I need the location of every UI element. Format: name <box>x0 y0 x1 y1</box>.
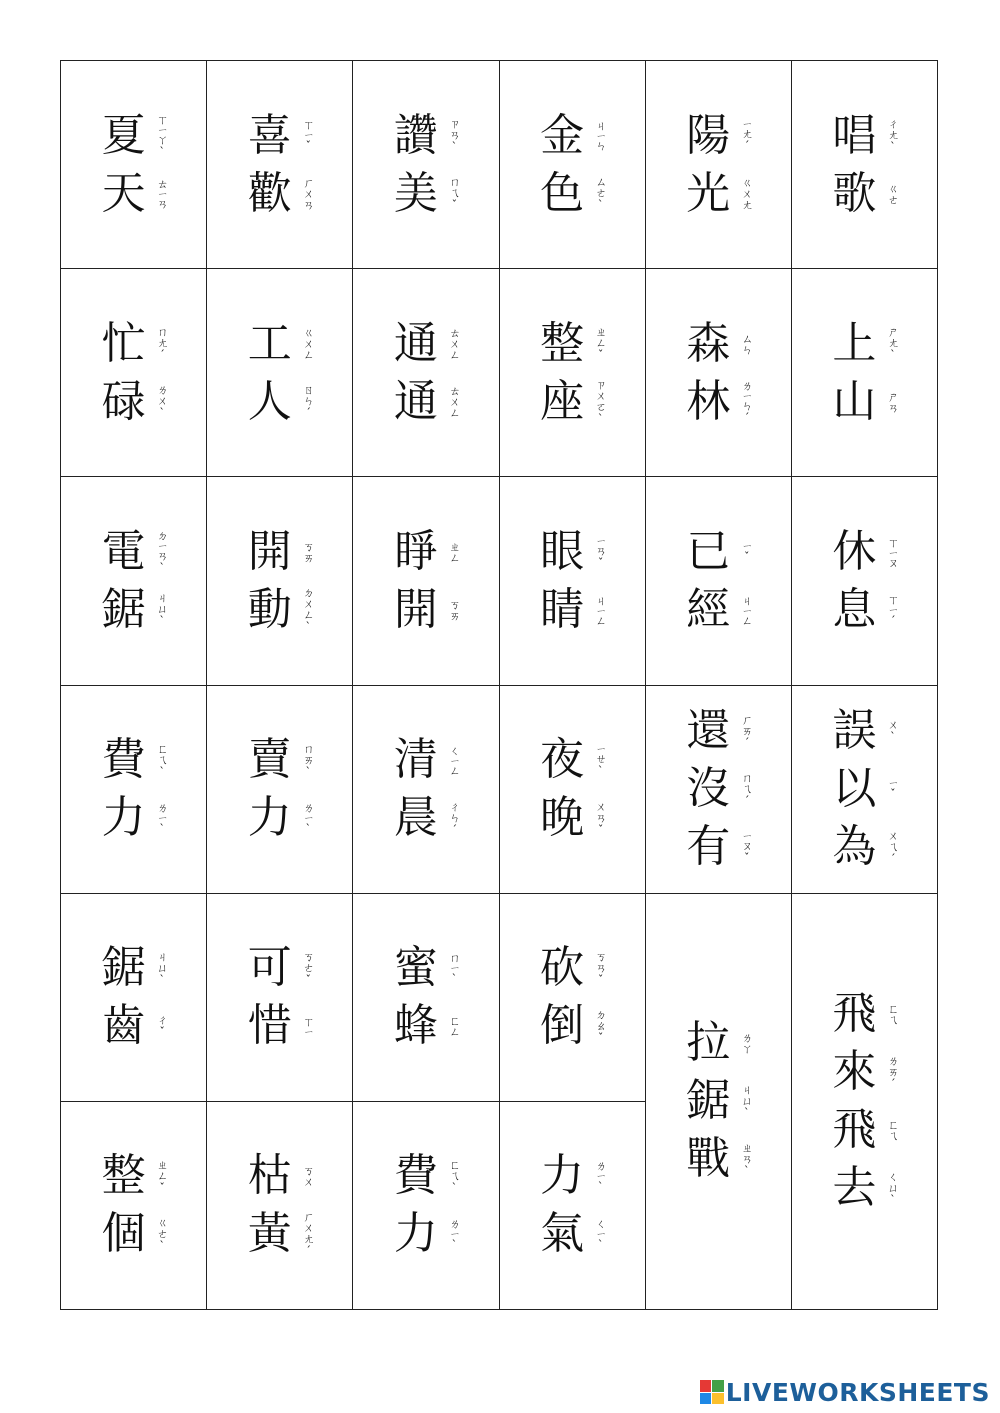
zhuyin-annotation: ㄓㄥ <box>447 540 461 563</box>
character-with-zhuyin <box>392 731 460 789</box>
brand-name: LIVEWORKSHEETS <box>725 1377 990 1407</box>
character-with-zhuyin <box>246 1147 314 1205</box>
character-with-zhuyin <box>392 523 460 581</box>
zhuyin-annotation: ㄇㄟˇ <box>447 176 461 212</box>
word-card-r2c1 <box>61 269 207 477</box>
zhuyin-annotation: ㄒㄧㄚˋ <box>155 113 169 158</box>
character-with-zhuyin <box>392 997 460 1055</box>
word-card-r6c1 <box>61 1102 207 1310</box>
character-with-zhuyin <box>246 997 314 1055</box>
zhuyin-annotation: ㄌㄧˋ <box>447 1218 461 1251</box>
zhuyin-annotation: ㄧㄡˇ <box>740 830 754 864</box>
zhuyin-annotation: ㄒㄧˇ <box>301 119 315 152</box>
zhuyin-annotation: ㄧㄢˇ <box>594 535 608 569</box>
character-with-zhuyin <box>538 1205 606 1263</box>
zhuyin-annotation: ㄍㄜˋ <box>155 1216 169 1252</box>
word-card-r6c3 <box>353 1102 499 1310</box>
character-with-zhuyin <box>392 581 460 639</box>
zhuyin-annotation: ㄕㄤˋ <box>886 326 900 362</box>
zhuyin-annotation: ㄐㄧㄣ <box>594 120 608 151</box>
character-with-zhuyin <box>246 107 314 165</box>
zhuyin-annotation: ㄈㄥ <box>447 1015 461 1038</box>
hanzi-character: 倒 <box>540 1000 585 1052</box>
zhuyin-annotation: ㄇㄟˊ <box>740 771 754 807</box>
word-card-r4c2 <box>207 686 353 894</box>
hanzi-character: 色 <box>540 167 585 219</box>
hanzi-character: 陽 <box>686 109 731 161</box>
hanzi-character: 美 <box>393 167 438 219</box>
hanzi-character: 喜 <box>247 109 292 161</box>
character-with-zhuyin <box>538 581 606 639</box>
vocabulary-word <box>684 702 752 876</box>
hanzi-character: 通 <box>393 375 438 427</box>
character-with-zhuyin <box>392 939 460 997</box>
zhuyin-annotation: ㄒㄧㄡ <box>886 536 900 568</box>
character-with-zhuyin <box>684 523 752 581</box>
hanzi-character: 費 <box>101 734 146 786</box>
word-card-r1c1 <box>61 61 207 269</box>
hanzi-character: 休 <box>832 525 877 577</box>
character-with-zhuyin <box>246 731 314 789</box>
zhuyin-annotation: ㄈㄟˋ <box>447 1158 461 1194</box>
zhuyin-annotation: ㄑㄩˋ <box>886 1170 900 1206</box>
character-with-zhuyin <box>684 1014 752 1072</box>
character-with-zhuyin <box>100 939 168 997</box>
zhuyin-annotation: ㄍㄨㄥ <box>301 327 315 361</box>
hanzi-character: 鋸 <box>101 583 146 635</box>
zhuyin-annotation: ㄎㄨ <box>301 1165 315 1188</box>
hanzi-character: 睜 <box>393 525 438 577</box>
character-with-zhuyin <box>100 997 168 1055</box>
hanzi-character: 森 <box>686 317 731 369</box>
word-card-r3c5 <box>646 477 792 685</box>
hanzi-character: 歌 <box>832 167 877 219</box>
hanzi-character: 力 <box>540 1150 585 1202</box>
character-with-zhuyin <box>538 373 606 431</box>
hanzi-character: 個 <box>101 1208 146 1260</box>
word-card-r3c4 <box>500 477 646 685</box>
character-with-zhuyin <box>392 107 460 165</box>
hanzi-character: 座 <box>540 375 585 427</box>
character-with-zhuyin <box>684 581 752 639</box>
zhuyin-annotation: ㄧˇ <box>886 778 900 800</box>
character-with-zhuyin <box>100 581 168 639</box>
vocabulary-word <box>538 939 606 1055</box>
hanzi-character: 來 <box>832 1046 877 1098</box>
zhuyin-annotation: ㄏㄞˊ <box>740 713 754 749</box>
hanzi-character: 蜂 <box>393 1000 438 1052</box>
word-card-r3c2 <box>207 477 353 685</box>
hanzi-character: 人 <box>247 375 292 427</box>
zhuyin-annotation: ㄌㄚ <box>740 1032 754 1055</box>
character-with-zhuyin <box>830 1159 898 1217</box>
zhuyin-annotation: ㄉㄧㄢˋ <box>155 530 169 574</box>
zhuyin-annotation: ㄌㄧㄣˊ <box>740 379 754 424</box>
zhuyin-annotation: ㄔㄤˋ <box>886 118 900 154</box>
zhuyin-annotation: ㄉㄨㄥˋ <box>301 586 315 633</box>
vocabulary-word <box>392 1147 460 1263</box>
hanzi-character: 經 <box>686 583 731 635</box>
zhuyin-annotation: ㄐㄩˋ <box>740 1083 754 1119</box>
character-with-zhuyin <box>392 1205 460 1263</box>
zhuyin-annotation: ㄈㄟ <box>886 1119 900 1142</box>
hanzi-character: 力 <box>393 1208 438 1260</box>
character-with-zhuyin <box>246 523 314 581</box>
zhuyin-annotation: ㄨˋ <box>886 719 900 744</box>
zhuyin-annotation: ㄗㄨㄛˋ <box>594 378 608 425</box>
word-card-r2c4 <box>500 269 646 477</box>
zhuyin-annotation: ㄌㄞˊ <box>886 1054 900 1090</box>
hanzi-character: 讚 <box>393 109 438 161</box>
character-with-zhuyin <box>538 939 606 997</box>
hanzi-character: 睛 <box>540 583 585 635</box>
character-with-zhuyin <box>538 1147 606 1205</box>
zhuyin-annotation: ㄙㄣ <box>740 332 754 355</box>
zhuyin-annotation: ㄑㄧˋ <box>594 1218 608 1251</box>
zhuyin-annotation: ㄇㄧˋ <box>447 951 461 985</box>
vocabulary-word <box>246 315 314 431</box>
hanzi-character: 整 <box>540 317 585 369</box>
zhuyin-annotation: ㄒㄧ <box>301 1016 315 1037</box>
character-with-zhuyin <box>538 731 606 789</box>
word-card-r2c5 <box>646 269 792 477</box>
hanzi-character: 齒 <box>101 1000 146 1052</box>
word-card-r5c4 <box>500 894 646 1102</box>
character-with-zhuyin <box>246 165 314 223</box>
vocabulary-word <box>538 731 606 847</box>
zhuyin-annotation: ㄎㄜˇ <box>301 950 315 986</box>
liveworksheets-logo-icon <box>700 1380 724 1404</box>
hanzi-character: 拉 <box>686 1017 731 1069</box>
character-with-zhuyin <box>100 1147 168 1205</box>
zhuyin-annotation: ㄎㄞ <box>301 540 315 563</box>
vocabulary-word <box>100 107 168 223</box>
word-card-r1c3 <box>353 61 499 269</box>
character-with-zhuyin <box>100 315 168 373</box>
word-card-r4c5 <box>646 686 792 894</box>
hanzi-character: 唱 <box>832 109 877 161</box>
character-with-zhuyin <box>538 165 606 223</box>
character-with-zhuyin <box>830 165 898 223</box>
character-with-zhuyin <box>684 702 752 760</box>
zhuyin-annotation: ㄇㄤˊ <box>155 326 169 362</box>
character-with-zhuyin <box>392 315 460 373</box>
character-with-zhuyin <box>830 581 898 639</box>
character-with-zhuyin <box>830 818 898 876</box>
vocabulary-word <box>100 939 168 1055</box>
word-card-r4c6 <box>792 686 938 894</box>
logo-square-blue <box>700 1393 712 1405</box>
character-with-zhuyin <box>830 315 898 373</box>
zhuyin-annotation: ㄍㄜ <box>886 182 900 205</box>
vocabulary-word <box>684 523 752 639</box>
hanzi-character: 還 <box>686 705 731 757</box>
zhuyin-annotation: ㄓㄢˋ <box>740 1141 754 1177</box>
character-with-zhuyin <box>392 165 460 223</box>
hanzi-character: 鋸 <box>686 1075 731 1127</box>
vocabulary-word <box>392 731 460 847</box>
character-with-zhuyin <box>100 731 168 789</box>
character-with-zhuyin <box>684 107 752 165</box>
zhuyin-annotation: ㄉㄠˇ <box>594 1008 608 1044</box>
character-with-zhuyin <box>392 789 460 847</box>
character-with-zhuyin <box>830 1101 898 1159</box>
hanzi-character: 晨 <box>393 792 438 844</box>
vocabulary-word <box>392 523 460 639</box>
hanzi-character: 開 <box>247 525 292 577</box>
character-with-zhuyin <box>830 985 898 1043</box>
hanzi-character: 賣 <box>247 734 292 786</box>
zhuyin-annotation: ㄈㄟˋ <box>155 742 169 778</box>
hanzi-character: 通 <box>393 317 438 369</box>
vocabulary-word <box>538 315 606 431</box>
liveworksheets-branding <box>700 1377 990 1407</box>
character-with-zhuyin <box>830 373 898 431</box>
character-with-zhuyin <box>100 107 168 165</box>
zhuyin-annotation: ㄒㄧˊ <box>886 593 900 627</box>
character-with-zhuyin <box>830 702 898 760</box>
vocabulary-word <box>684 315 752 431</box>
hanzi-character: 光 <box>686 167 731 219</box>
hanzi-character: 蜜 <box>393 942 438 994</box>
hanzi-character: 惜 <box>247 1000 292 1052</box>
character-with-zhuyin <box>246 939 314 997</box>
character-with-zhuyin <box>684 1130 752 1188</box>
zhuyin-annotation: ㄇㄞˋ <box>301 742 315 778</box>
word-card-r2c3 <box>353 269 499 477</box>
zhuyin-annotation: ㄖㄣˊ <box>301 384 315 420</box>
zhuyin-annotation: ㄏㄨㄤˊ <box>301 1211 315 1258</box>
zhuyin-annotation: ㄐㄧㄥ <box>740 594 754 626</box>
hanzi-character: 已 <box>686 525 731 577</box>
character-with-zhuyin <box>100 789 168 847</box>
character-with-zhuyin <box>538 789 606 847</box>
vocabulary-word <box>392 315 460 431</box>
character-with-zhuyin <box>684 818 752 876</box>
word-card-r5c1 <box>61 894 207 1102</box>
vocabulary-word <box>246 939 314 1055</box>
zhuyin-annotation: ㄏㄨㄢ <box>301 177 315 211</box>
hanzi-character: 氣 <box>540 1208 585 1260</box>
word-card-r1c4 <box>500 61 646 269</box>
vocabulary-word <box>100 315 168 431</box>
hanzi-character: 夏 <box>101 109 146 161</box>
word-card-r3c6 <box>792 477 938 685</box>
vocabulary-word <box>246 1147 314 1263</box>
character-with-zhuyin <box>246 315 314 373</box>
hanzi-character: 金 <box>540 109 585 161</box>
hanzi-character: 黃 <box>247 1208 292 1260</box>
vocabulary-word <box>830 315 898 431</box>
hanzi-character: 夜 <box>540 734 585 786</box>
flashcard-grid <box>60 60 938 1310</box>
character-with-zhuyin <box>684 760 752 818</box>
character-with-zhuyin <box>538 997 606 1055</box>
word-card-r5c6 <box>792 894 938 1310</box>
vocabulary-word <box>392 107 460 223</box>
zhuyin-annotation: ㄌㄧˋ <box>594 1160 608 1193</box>
hanzi-character: 鋸 <box>101 942 146 994</box>
hanzi-character: 力 <box>247 792 292 844</box>
logo-square-green <box>712 1380 724 1392</box>
zhuyin-annotation: ㄐㄩˋ <box>155 950 169 986</box>
zhuyin-annotation: ㄊㄨㄥ <box>447 385 461 419</box>
zhuyin-annotation: ㄌㄨˋ <box>155 384 169 420</box>
hanzi-character: 誤 <box>832 705 877 757</box>
hanzi-character: 費 <box>393 1150 438 1202</box>
vocabulary-word <box>100 523 168 639</box>
zhuyin-annotation: ㄨㄟˊ <box>886 829 900 865</box>
vocabulary-word <box>684 1014 752 1188</box>
vocabulary-word <box>830 107 898 223</box>
hanzi-character: 枯 <box>247 1150 292 1202</box>
zhuyin-annotation: ㄑㄧㄥ <box>447 744 461 776</box>
hanzi-character: 電 <box>101 525 146 577</box>
hanzi-character: 天 <box>101 167 146 219</box>
hanzi-character: 沒 <box>686 763 731 815</box>
vocabulary-word <box>538 523 606 639</box>
hanzi-character: 忙 <box>101 317 146 369</box>
character-with-zhuyin <box>830 523 898 581</box>
word-card-r6c2 <box>207 1102 353 1310</box>
hanzi-character: 上 <box>832 317 877 369</box>
hanzi-character: 整 <box>101 1150 146 1202</box>
character-with-zhuyin <box>684 165 752 223</box>
hanzi-character: 戰 <box>686 1133 731 1185</box>
character-with-zhuyin <box>392 1147 460 1205</box>
hanzi-character: 動 <box>247 583 292 635</box>
hanzi-character: 飛 <box>832 988 877 1040</box>
zhuyin-annotation: ㄙㄜˋ <box>594 176 608 212</box>
zhuyin-annotation: ㄓㄥˇ <box>155 1158 169 1194</box>
vocabulary-word <box>246 523 314 639</box>
character-with-zhuyin <box>538 315 606 373</box>
hanzi-character: 飛 <box>832 1104 877 1156</box>
zhuyin-annotation: ㄔㄣˊ <box>447 800 461 836</box>
character-with-zhuyin <box>684 1072 752 1130</box>
character-with-zhuyin <box>246 373 314 431</box>
vocabulary-word <box>246 107 314 223</box>
zhuyin-annotation: ㄓㄥˇ <box>594 326 608 362</box>
vocabulary-word <box>538 107 606 223</box>
word-card-r4c1 <box>61 686 207 894</box>
hanzi-character: 息 <box>832 583 877 635</box>
character-with-zhuyin <box>100 373 168 431</box>
logo-square-yellow <box>712 1393 724 1405</box>
word-card-r1c2 <box>207 61 353 269</box>
character-with-zhuyin <box>830 107 898 165</box>
word-card-r6c4 <box>500 1102 646 1310</box>
hanzi-character: 工 <box>247 317 292 369</box>
vocabulary-word <box>830 523 898 639</box>
character-with-zhuyin <box>100 165 168 223</box>
zhuyin-annotation: ㄐㄩˋ <box>155 592 169 628</box>
zhuyin-annotation: ㄧㄝˋ <box>594 743 608 777</box>
vocabulary-word <box>392 939 460 1055</box>
hanzi-character: 砍 <box>540 942 585 994</box>
hanzi-character: 可 <box>247 942 292 994</box>
hanzi-character: 晚 <box>540 792 585 844</box>
word-card-r3c3 <box>353 477 499 685</box>
zhuyin-annotation: ㄎㄢˇ <box>594 950 608 986</box>
hanzi-character: 眼 <box>540 525 585 577</box>
character-with-zhuyin <box>246 789 314 847</box>
vocabulary-word <box>830 702 898 876</box>
word-card-r1c6 <box>792 61 938 269</box>
zhuyin-annotation: ㄌㄧˋ <box>155 801 169 835</box>
hanzi-character: 歡 <box>247 167 292 219</box>
character-with-zhuyin <box>830 760 898 818</box>
hanzi-character: 碌 <box>101 375 146 427</box>
character-with-zhuyin <box>538 523 606 581</box>
hanzi-character: 林 <box>686 375 731 427</box>
word-card-r5c5 <box>646 894 792 1310</box>
zhuyin-annotation: ㄌㄧˋ <box>301 801 315 835</box>
word-card-r5c2 <box>207 894 353 1102</box>
zhuyin-annotation: ㄊㄨㄥ <box>447 327 461 361</box>
character-with-zhuyin <box>100 523 168 581</box>
zhuyin-annotation: ㄨㄢˇ <box>594 800 608 836</box>
zhuyin-annotation: ㄧˇ <box>740 541 754 563</box>
word-card-r2c2 <box>207 269 353 477</box>
hanzi-character: 有 <box>686 821 731 873</box>
character-with-zhuyin <box>392 373 460 431</box>
zhuyin-annotation: ㄔˇ <box>155 1014 169 1039</box>
zhuyin-annotation: ㄐㄧㄥ <box>594 594 608 626</box>
character-with-zhuyin <box>246 581 314 639</box>
zhuyin-annotation: ㄍㄨㄤ <box>740 177 754 211</box>
zhuyin-annotation: ㄎㄞ <box>447 598 461 621</box>
character-with-zhuyin <box>538 107 606 165</box>
vocabulary-word <box>100 731 168 847</box>
zhuyin-annotation: ㄕㄢ <box>886 390 900 413</box>
hanzi-character: 開 <box>393 583 438 635</box>
zhuyin-annotation: ㄈㄟ <box>886 1003 900 1026</box>
hanzi-character: 以 <box>832 763 877 815</box>
vocabulary-word <box>830 985 898 1217</box>
character-with-zhuyin <box>684 315 752 373</box>
logo-square-red <box>700 1380 712 1392</box>
word-card-r4c3 <box>353 686 499 894</box>
hanzi-character: 力 <box>101 792 146 844</box>
hanzi-character: 去 <box>832 1162 877 1214</box>
character-with-zhuyin <box>684 373 752 431</box>
vocabulary-word <box>684 107 752 223</box>
vocabulary-word <box>100 1147 168 1263</box>
word-card-r1c5 <box>646 61 792 269</box>
word-card-r2c6 <box>792 269 938 477</box>
vocabulary-word <box>538 1147 606 1263</box>
character-with-zhuyin <box>830 1043 898 1101</box>
hanzi-character: 為 <box>832 821 877 873</box>
zhuyin-annotation: ㄧㄤˊ <box>740 119 754 152</box>
word-card-r5c3 <box>353 894 499 1102</box>
zhuyin-annotation: ㄗㄢˋ <box>447 118 461 154</box>
hanzi-character: 山 <box>832 375 877 427</box>
word-card-r4c4 <box>500 686 646 894</box>
word-card-r3c1 <box>61 477 207 685</box>
zhuyin-annotation: ㄊㄧㄢ <box>155 178 169 209</box>
vocabulary-word <box>246 731 314 847</box>
character-with-zhuyin <box>100 1205 168 1263</box>
hanzi-character: 清 <box>393 734 438 786</box>
character-with-zhuyin <box>246 1205 314 1263</box>
